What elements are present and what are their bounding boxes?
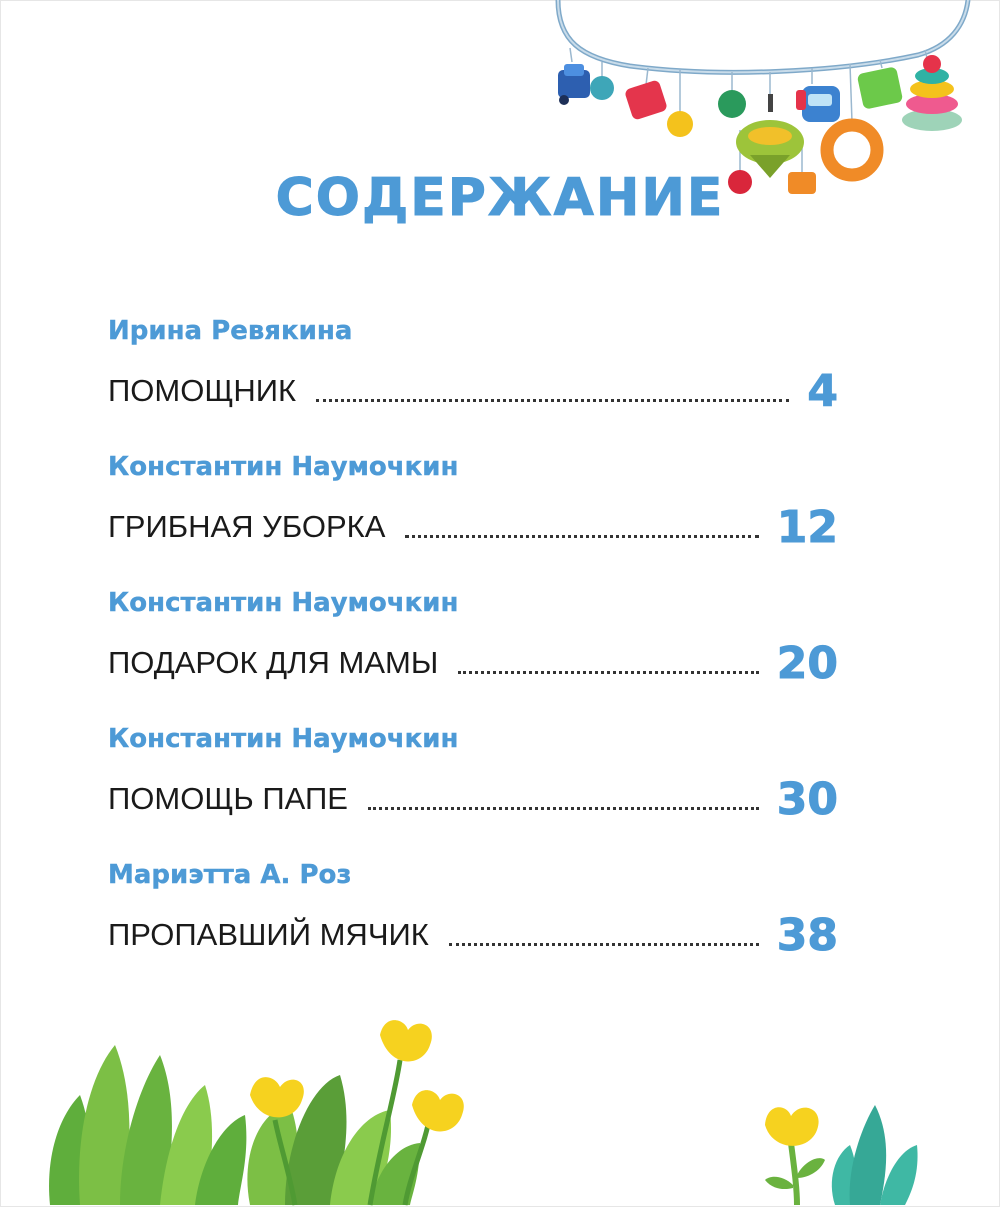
- toy-bus-icon: [796, 86, 840, 122]
- entry-page-number: 30: [776, 774, 838, 825]
- entry-author: Константин Наумочкин: [108, 588, 459, 618]
- toc-entry[interactable]: [108, 452, 838, 588]
- grass-leaves-icon: [49, 1045, 246, 1205]
- entry-page-number: 12: [776, 502, 838, 553]
- entry-page-number: 20: [776, 638, 838, 689]
- dot-leader: [405, 534, 758, 538]
- toy-car-icon: [558, 64, 590, 105]
- dot-leader: [449, 942, 759, 946]
- yellow-flower-icon: [765, 1107, 819, 1146]
- cube-icon: [624, 79, 668, 121]
- dot-leader: [458, 670, 758, 674]
- teal-plant-icon: [832, 1105, 918, 1205]
- button-icon: [718, 90, 746, 118]
- entry-story-title: ГРИБНАЯ УБОРКА: [108, 509, 386, 544]
- bead-icon: [590, 76, 614, 100]
- entry-page-number: 38: [776, 910, 838, 961]
- entry-author: Константин Наумочкин: [108, 724, 459, 754]
- table-of-contents: [108, 316, 838, 996]
- toc-entry[interactable]: [108, 588, 838, 724]
- page-title: СОДЕРЖАНИЕ: [275, 168, 725, 228]
- entry-author: Ирина Ревякина: [108, 316, 353, 346]
- green-cube-icon: [857, 66, 904, 110]
- dot-leader: [316, 398, 789, 402]
- entry-page-number: 4: [807, 366, 838, 417]
- toc-entry[interactable]: [108, 860, 838, 996]
- entry-author: Константин Наумочкин: [108, 452, 459, 482]
- toc-entry[interactable]: [108, 316, 838, 452]
- toc-entry[interactable]: [108, 724, 838, 860]
- flower-icon: [250, 1020, 464, 1131]
- plants-illustration-right: [735, 1090, 925, 1205]
- ball-icon: [667, 111, 693, 137]
- entry-story-title: ПРОПАВШИЙ МЯЧИК: [108, 917, 429, 952]
- entry-story-title: ПОМОЩЬ ПАПЕ: [108, 781, 348, 816]
- entry-story-title: ПОДАРОК ДЛЯ МАМЫ: [108, 645, 439, 680]
- entry-story-title: ПОМОЩНИК: [108, 373, 297, 408]
- spinning-top-icon: [736, 94, 804, 178]
- entry-author: Мариэтта А. Роз: [108, 860, 352, 890]
- stacking-rings-icon: [902, 55, 962, 131]
- grass-flowers-illustration: [40, 1015, 480, 1205]
- dot-leader: [368, 806, 759, 810]
